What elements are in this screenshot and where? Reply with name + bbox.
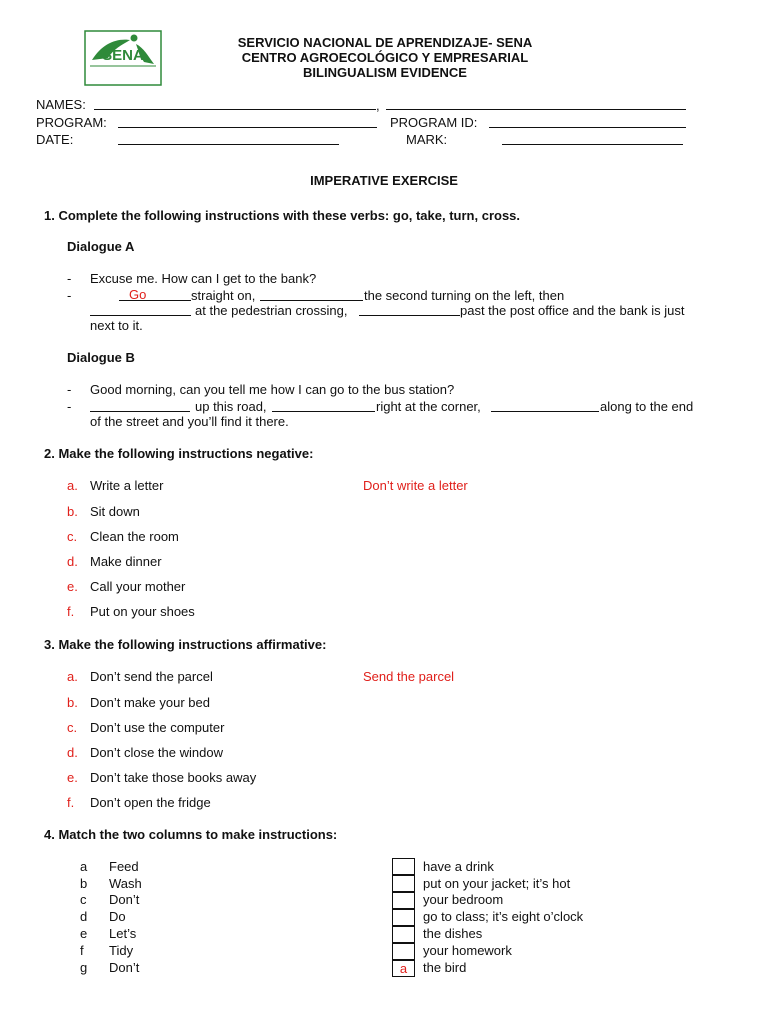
- item-letter: d.: [67, 554, 78, 569]
- blank-field[interactable]: [272, 399, 375, 415]
- dialogue-b-l3: of the street and you’ll find it there.: [90, 414, 289, 429]
- list-item: Don’t use the computer: [90, 720, 225, 735]
- bullet: -: [67, 399, 72, 414]
- bullet: -: [67, 382, 72, 397]
- match-word: Do: [109, 909, 126, 924]
- match-answer-box[interactable]: [392, 909, 415, 926]
- item-letter: f.: [67, 604, 75, 619]
- dialogue-b-line1: Good morning, can you tell me how I can go to the bus station?: [90, 382, 455, 397]
- dialogue-a-title: Dialogue A: [67, 239, 135, 254]
- dialogue-a-l3a: at the pedestrian crossing,: [195, 303, 348, 318]
- list-item: Call your mother: [90, 579, 186, 594]
- names-comma: ,: [376, 98, 380, 113]
- bullet: -: [67, 288, 72, 303]
- match-letter: f: [80, 943, 84, 958]
- match-answer-box[interactable]: [392, 892, 415, 909]
- blank-field[interactable]: [359, 303, 460, 319]
- item-letter: a.: [67, 478, 78, 493]
- list-item: Don’t send the parcel: [90, 669, 213, 684]
- match-word: Don’t: [109, 892, 140, 907]
- header-line-3: BILINGUALISM EVIDENCE: [303, 65, 467, 80]
- dialogue-a-l3b: past the post office and the bank is just: [460, 303, 685, 318]
- dialogue-a-l2a: straight on,: [191, 288, 256, 303]
- match-answer-box[interactable]: [392, 875, 415, 892]
- page-title: IMPERATIVE EXERCISE: [310, 173, 458, 188]
- blank-field[interactable]: [90, 399, 190, 415]
- item-letter: d.: [67, 745, 78, 760]
- item-letter: c.: [67, 529, 78, 544]
- dialogue-b-l2c: along to the end: [600, 399, 694, 414]
- program-id-field[interactable]: [489, 115, 686, 131]
- list-item: Don’t close the window: [90, 745, 223, 760]
- blank-field[interactable]: [260, 288, 363, 304]
- date-label: DATE:: [36, 132, 74, 147]
- item-letter: b.: [67, 695, 78, 710]
- date-field[interactable]: [118, 132, 339, 148]
- match-word: Feed: [109, 859, 139, 874]
- match-phrase: the dishes: [423, 926, 483, 941]
- dialogue-b-l2b: right at the corner,: [376, 399, 481, 414]
- item-letter: f.: [67, 795, 75, 810]
- list-item: Make dinner: [90, 554, 162, 569]
- dialogue-b-l2a: up this road,: [195, 399, 267, 414]
- header-line-1: SERVICIO NACIONAL DE APRENDIZAJE- SENA: [237, 35, 533, 50]
- match-letter: a: [80, 859, 88, 874]
- match-word: Tidy: [109, 943, 134, 958]
- match-phrase: your bedroom: [423, 892, 504, 907]
- names-label: NAMES:: [36, 97, 86, 112]
- match-answer-box[interactable]: [392, 858, 415, 875]
- dialogue-b-title: Dialogue B: [67, 350, 135, 365]
- list-item: Sit down: [90, 504, 140, 519]
- sena-logo: [84, 30, 162, 86]
- item-letter: c.: [67, 720, 78, 735]
- match-letter: d: [80, 909, 88, 924]
- match-phrase: the bird: [423, 960, 467, 975]
- match-phrase: have a drink: [423, 859, 494, 874]
- header-line-2: CENTRO AGROECOLÓGICO Y EMPRESARIAL: [241, 50, 529, 65]
- mark-field[interactable]: [502, 132, 683, 148]
- answer-text: Send the parcel: [363, 669, 455, 684]
- match-letter: e: [80, 926, 88, 941]
- dialogue-a-answer-field[interactable]: [119, 288, 191, 304]
- match-phrase: go to class; it’s eight o’clock: [423, 909, 584, 924]
- list-item: Don’t make your bed: [90, 695, 210, 710]
- list-item: Put on your shoes: [90, 604, 195, 619]
- section4-heading: 4. Match the two columns to make instructions:: [44, 827, 338, 842]
- logo-text: SENA: [102, 47, 144, 64]
- match-letter: c: [80, 892, 87, 907]
- match-letter: g: [80, 960, 88, 975]
- match-answer-box[interactable]: [392, 926, 415, 943]
- list-item: Write a letter: [90, 478, 164, 493]
- match-word: Don’t: [109, 960, 140, 975]
- item-letter: a.: [67, 669, 78, 684]
- section3-heading: 3. Make the following instructions affirmative:: [44, 637, 327, 652]
- bullet: -: [67, 271, 72, 286]
- match-letter: b: [80, 876, 88, 891]
- answer-text: Don’t write a letter: [363, 478, 468, 493]
- program-id-label: PROGRAM ID:: [390, 115, 478, 130]
- section1-heading: 1. Complete the following instructions with these verbs: go, take, turn, cross.: [44, 208, 521, 223]
- mark-label: MARK:: [406, 132, 448, 147]
- dialogue-a-line1: Excuse me. How can I get to the bank?: [90, 271, 317, 286]
- match-phrase: put on your jacket; it’s hot: [423, 876, 571, 891]
- item-letter: e.: [67, 770, 78, 785]
- match-answer-box[interactable]: [392, 943, 415, 960]
- names-field-1[interactable]: [94, 97, 380, 113]
- match-word: Let’s: [109, 926, 137, 941]
- list-item: Clean the room: [90, 529, 179, 544]
- section2-heading: 2. Make the following instructions negative:: [44, 446, 314, 461]
- match-phrase: your homework: [423, 943, 512, 958]
- item-letter: b.: [67, 504, 78, 519]
- dialogue-a-answer: Go: [129, 287, 147, 302]
- program-field[interactable]: [118, 115, 377, 131]
- list-item: Don’t open the fridge: [90, 795, 211, 810]
- item-letter: e.: [67, 579, 78, 594]
- blank-field[interactable]: [491, 399, 599, 415]
- program-label: PROGRAM:: [36, 115, 107, 130]
- blank-field[interactable]: [90, 303, 191, 319]
- match-word: Wash: [109, 876, 142, 891]
- list-item: Don’t take those books away: [90, 770, 257, 785]
- dialogue-a-l2b: the second turning on the left, then: [364, 288, 565, 303]
- names-field-2[interactable]: [386, 97, 686, 113]
- dialogue-a-l4: next to it.: [90, 318, 143, 333]
- match-answer-box[interactable]: a: [392, 960, 415, 977]
